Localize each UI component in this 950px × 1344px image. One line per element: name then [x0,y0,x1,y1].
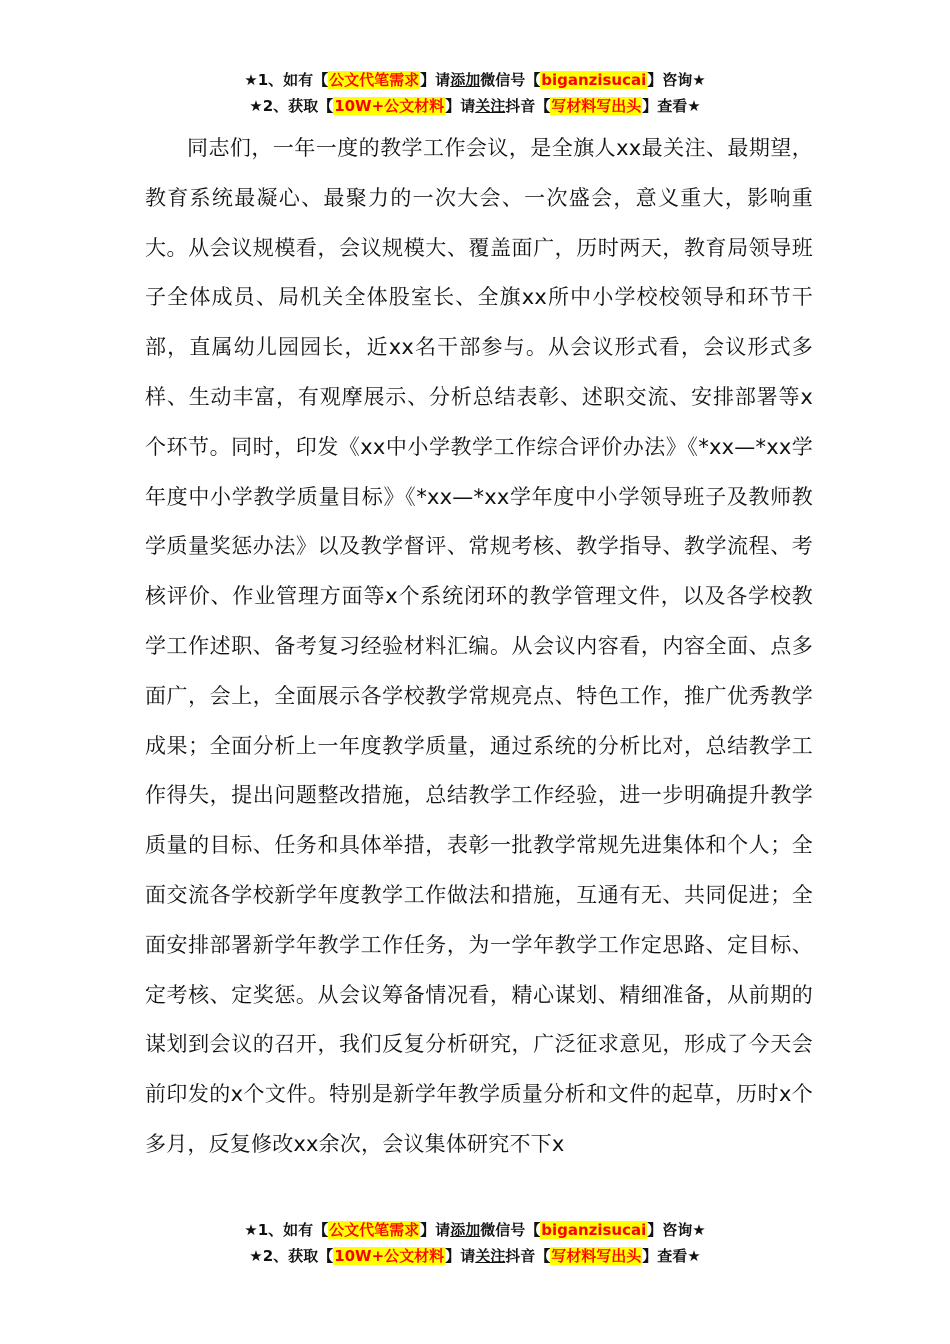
banner-text: 】咨询★ [647,1221,706,1239]
banner-underline-follow: 关注 [475,97,506,115]
banner-highlight-service: 公文代笔需求 [329,1221,420,1239]
banner-text: ★2、获取【 [249,1247,334,1265]
banner-highlight-wechat-id: biganzisucai [541,1221,647,1239]
banner-text: 】查看★ [642,1247,701,1265]
banner-text: 】咨询★ [647,71,706,89]
header-banner-line-1 [0,67,950,93]
banner-highlight-service: 公文代笔需求 [329,71,420,89]
banner-text: ★1、如有【 [244,1221,329,1239]
banner-underline-follow: 关注 [475,1247,506,1265]
footer-banner-line-1 [0,1217,950,1243]
banner-text: 抖音【 [505,97,551,115]
banner-text: ★1、如有【 [244,71,329,89]
banner-underline-add: 添加 [450,1221,481,1239]
banner-highlight-wechat-id: biganzisucai [541,71,647,89]
banner-text: 】请 [445,1247,476,1265]
banner-highlight-douyin-id: 写材料写出头 [551,1247,642,1265]
banner-text: 】请 [420,1221,451,1239]
banner-highlight-materials: 10W+公文材料 [334,97,445,115]
banner-text: 微信号【 [480,71,541,89]
header-banner [0,67,950,119]
footer-banner-line-2 [0,1243,950,1269]
banner-underline-add: 添加 [450,71,481,89]
banner-text: ★2、获取【 [249,97,334,115]
banner-text: 】查看★ [642,97,701,115]
banner-text: 微信号【 [480,1221,541,1239]
banner-highlight-materials: 10W+公文材料 [334,1247,445,1265]
speech-paragraph: 同志们，一年一度的教学工作会议，是全旗人xx最关注、最期望，教育系统最凝心、最聚力的一次大会、一次盛会，意义重大，影响重大。从会议规模看，会议规模大、覆盖面广，历时两天，教育局领导班子全体成员、局机关全体股室长、全旗xx所中小学校校领导和环节干部，直属幼儿园园长，近xx名干部参与。从会议形式看，会议形式多样、生动丰富，有观摩展示、分析总结表彰、述职交流、安排部署等x个环节。同时，印发《xx中小学教学工作综合评价办法》《*xx—*xx学年度中小学教学质量目标》《*xx—*xx学年度中小学领导班子及教师教学质量奖惩办法》以及教学督评、常规考核、教学指导、教学流程、考核评价、作业管理方面等x个系统闭环的教学管理文件，以及各学校教学工作述职、备考复习经验材料汇编。从会议内容看，内容全面、点多面广，会上，全面展示各学校教学常规亮点、特色工作，推广优秀教学成果；全面分析上一年度教学质量，通过系统的分析比对，总结教学工作得失，提出问题整改措施，总结教学工作经验，进一步明确提升教学质量的目标、任务和具体举措，表彰一批教学常规先进集体和个人；全面交流各学校新学年度教学工作做法和措施，互通有无、共同促进；全面安排部署新学年教学工作任务，为一学年教学工作定思路、定目标、定考核、定奖惩。从会议筹备情况看，精心谋划、精细准备，从前期的谋划到会议的召开，我们反复分析研究，广泛征求意见，形成了今天会前印发的x个文件。特别是新学年教学质量分析和文件的起草，历时x个多月，反复修改xx余次，会议集体研究不下x [145,136,813,1156]
footer-banner [0,1217,950,1269]
banner-highlight-douyin-id: 写材料写出头 [551,97,642,115]
banner-text: 】请 [445,97,476,115]
header-banner-line-2 [0,93,950,119]
banner-text: 抖音【 [505,1247,551,1265]
banner-text: 】请 [420,71,451,89]
